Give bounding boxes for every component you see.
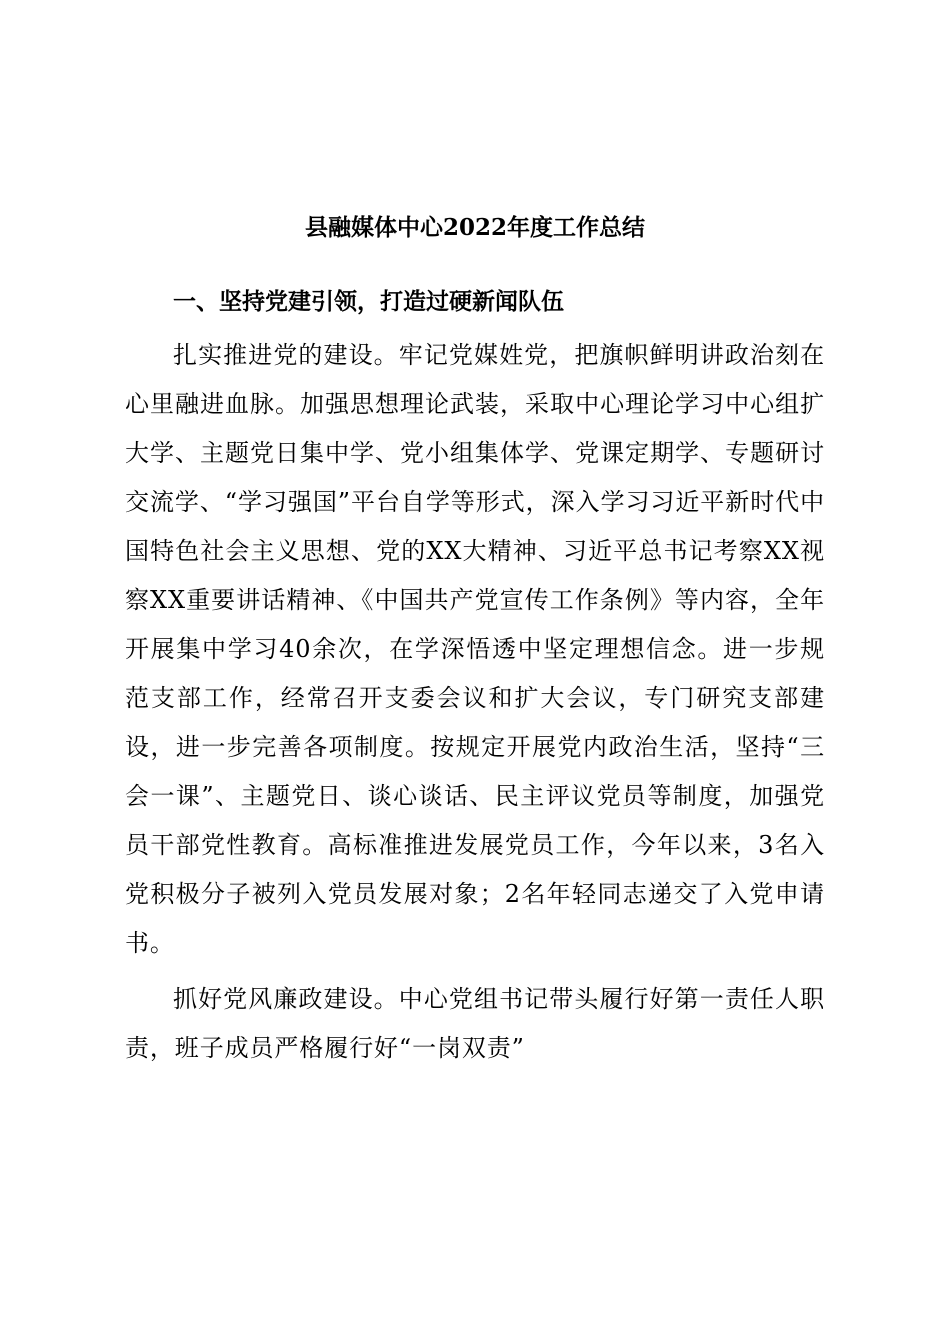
paragraph-party-building: 扎实推进党的建设。牢记党媒姓党，把旗帜鲜明讲政治刻在心里融进血脉。加强思想理论武装，采取中心理论学习中心组扩大学、主题党日集中学、党小组集体学、党课定期学、专题研讨交流学、“学习强国”平台自学等形式，深入学习习近平新时代中国特色社会主义思想、党的XX大精神、习近平总书记考察XX视察XX重要讲话精神、《中国共产党宣传工作条例》等内容，全年开展集中学习40余次，在学深悟透中坚定理想信念。进一步规范支部工作，经常召开支委会议和扩大会议，专门研究支部建设，进一步完善各项制度。按规定开展党内政治生活，坚持“三会一课”、主题党日、谈心谈话、民主评议党员等制度，加强党员干部党性教育。高标准推进发展党员工作，今年以来，3名入党积极分子被列入党员发展对象；2名年轻同志递交了入党申请书。: [125, 341, 825, 957]
document-title: 县融媒体中心2022年度工作总结: [304, 214, 645, 241]
section-heading: 一、坚持党建引领，打造过硬新闻队伍: [173, 289, 564, 315]
paragraph-integrity-building: 抓好党风廉政建设。中心党组书记带头履行好第一责任人职责，班子成员严格履行好“一岗双责”: [125, 985, 825, 1062]
